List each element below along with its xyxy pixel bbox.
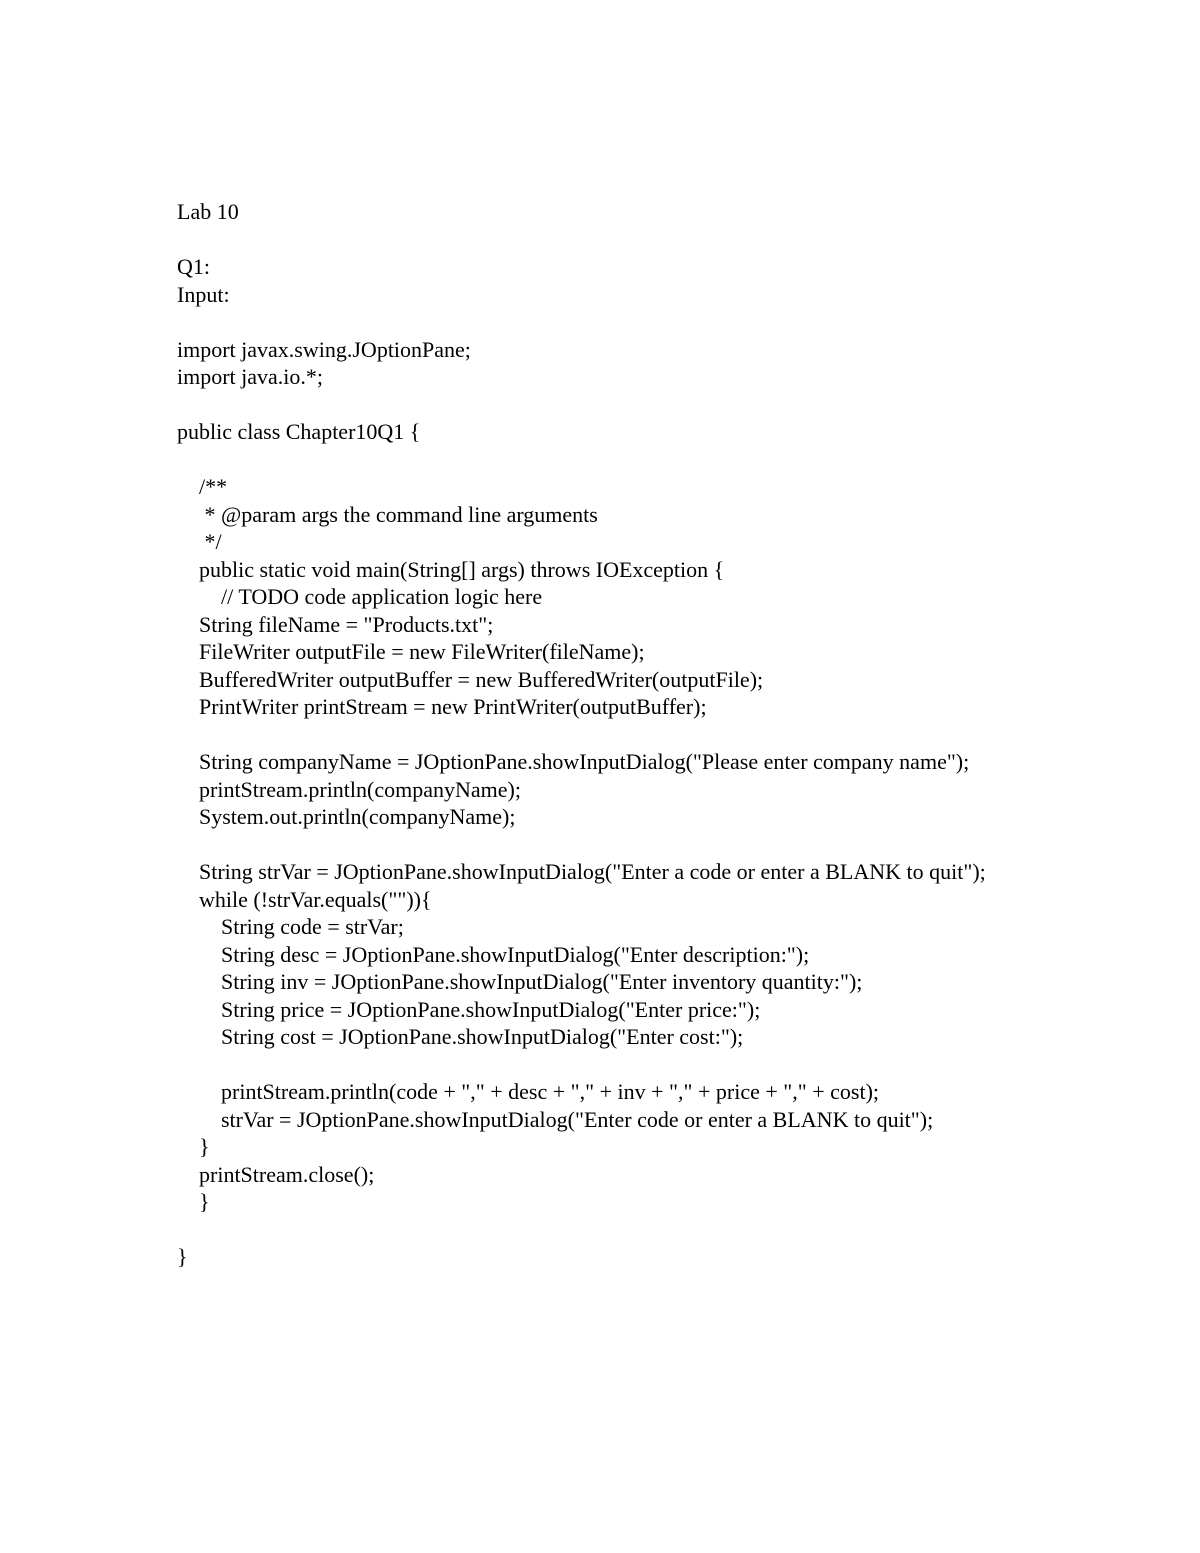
code-line: String fileName = "Products.txt"; <box>177 611 494 637</box>
code-line <box>177 391 1057 419</box>
question-label: Q1: <box>177 254 210 279</box>
code-line: * @param args the command line arguments <box>177 501 598 527</box>
code-line: } <box>177 1244 188 1269</box>
document-title: Lab 10 <box>177 199 239 224</box>
code-line: FileWriter outputFile = new FileWriter(fileName); <box>177 639 645 664</box>
code-line: String code = strVar; <box>177 914 404 939</box>
code-line: printStream.println(companyName); <box>177 776 521 802</box>
code-line: strVar = JOptionPane.showInputDialog("Enter code or enter a BLANK to quit"); <box>177 1106 934 1132</box>
code-block <box>177 336 1057 1271</box>
code-line: String companyName = JOptionPane.showInputDialog("Please enter company name"); <box>177 749 970 774</box>
document-body <box>177 198 1057 1271</box>
code-line: */ <box>177 529 222 554</box>
code-line: public class Chapter10Q1 { <box>177 419 421 444</box>
code-line: printStream.println(code + "," + desc + "," + inv + "," + price + "," + cost); <box>177 1079 880 1104</box>
code-line <box>177 831 1057 859</box>
code-line: System.out.println(companyName); <box>177 804 516 829</box>
blank-line <box>177 308 1057 336</box>
code-line <box>177 721 1057 749</box>
blank-line <box>177 226 1057 254</box>
code-line: String desc = JOptionPane.showInputDialog("Enter description:"); <box>177 941 810 967</box>
code-line: /** <box>177 474 228 499</box>
code-line: String strVar = JOptionPane.showInputDialog("Enter a code or enter a BLANK to quit"); <box>177 859 986 884</box>
code-line: PrintWriter printStream = new PrintWriter(outputBuffer); <box>177 694 707 719</box>
code-line: import java.io.*; <box>177 364 324 389</box>
section-label: Input: <box>177 281 230 307</box>
code-line: import javax.swing.JOptionPane; <box>177 336 471 362</box>
code-line: } <box>177 1189 210 1214</box>
code-line: public static void main(String[] args) throws IOException { <box>177 556 725 582</box>
code-line: String price = JOptionPane.showInputDialog("Enter price:"); <box>177 996 761 1022</box>
code-line <box>177 1051 1057 1079</box>
code-line <box>177 1216 1057 1244</box>
code-line: } <box>177 1134 210 1159</box>
code-line: // TODO code application logic here <box>177 584 543 609</box>
code-line: while (!strVar.equals("")){ <box>177 886 432 912</box>
code-line: String inv = JOptionPane.showInputDialog("Enter inventory quantity:"); <box>177 969 863 994</box>
code-line <box>177 446 1057 474</box>
code-line: printStream.close(); <box>177 1161 375 1187</box>
code-line: BufferedWriter outputBuffer = new BufferedWriter(outputFile); <box>177 666 764 692</box>
code-line: String cost = JOptionPane.showInputDialog("Enter cost:"); <box>177 1024 744 1049</box>
